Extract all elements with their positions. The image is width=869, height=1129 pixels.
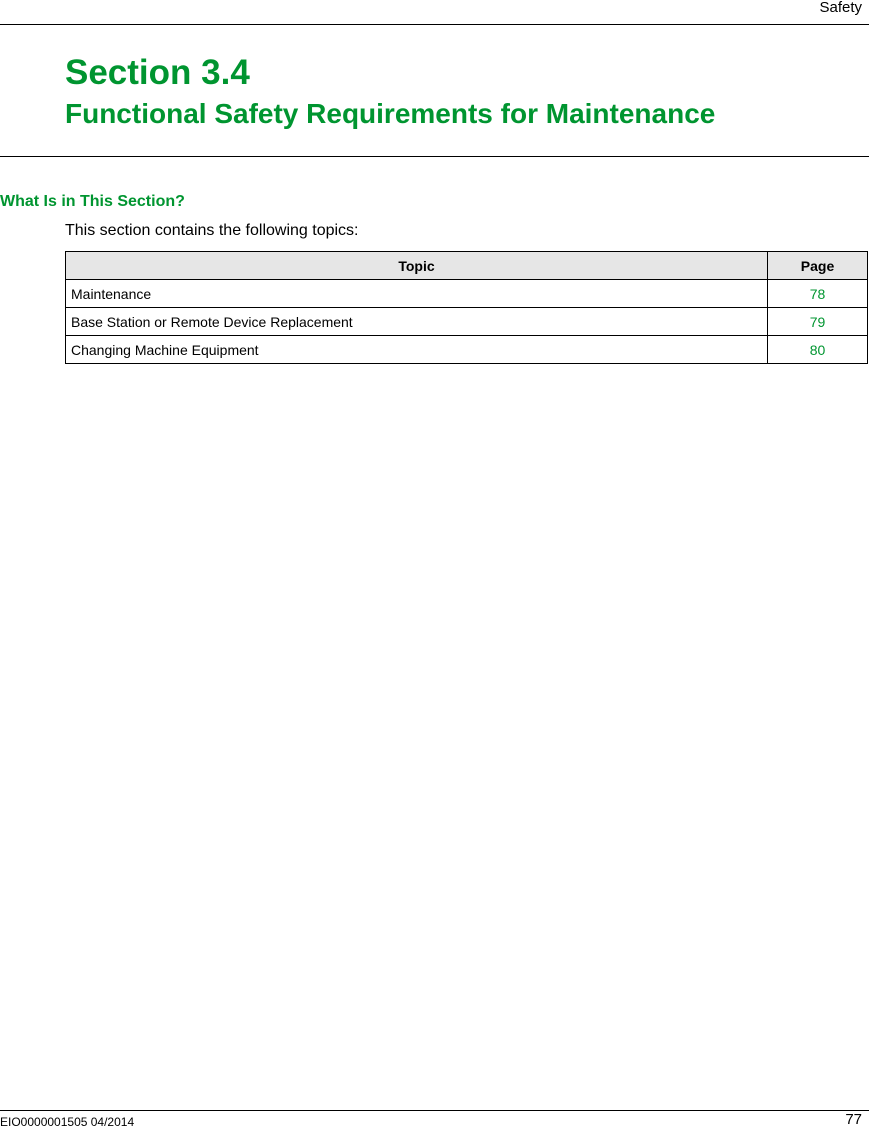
header-rule <box>0 24 869 25</box>
column-header-page: Page <box>768 252 868 280</box>
column-header-topic: Topic <box>66 252 768 280</box>
topic-cell: Base Station or Remote Device Replacement <box>66 308 768 336</box>
table-row <box>66 280 868 308</box>
table-row <box>66 336 868 364</box>
page-link[interactable]: 78 <box>809 285 826 302</box>
footer-document-id: EIO0000001505 04/2014 <box>0 1115 135 1129</box>
footer-page-number: 77 <box>845 1111 862 1128</box>
page-cell <box>768 336 868 364</box>
contents-heading: What Is in This Section? <box>0 193 185 210</box>
section-title: Functional Safety Requirements for Maintenance <box>65 98 716 129</box>
page-cell <box>768 280 868 308</box>
footer-rule <box>0 1110 869 1111</box>
contents-intro: This section contains the following topics: <box>65 222 359 239</box>
section-number: Section 3.4 <box>65 53 250 92</box>
topic-cell: Maintenance <box>66 280 768 308</box>
page-cell <box>768 308 868 336</box>
topics-table <box>65 251 868 364</box>
table-header-row <box>66 252 868 280</box>
page-link[interactable]: 79 <box>809 313 826 330</box>
page-link[interactable]: 80 <box>809 341 826 358</box>
topic-cell: Changing Machine Equipment <box>66 336 768 364</box>
running-header-title: Safety <box>819 0 862 16</box>
section-divider <box>0 156 869 157</box>
table-row <box>66 308 868 336</box>
